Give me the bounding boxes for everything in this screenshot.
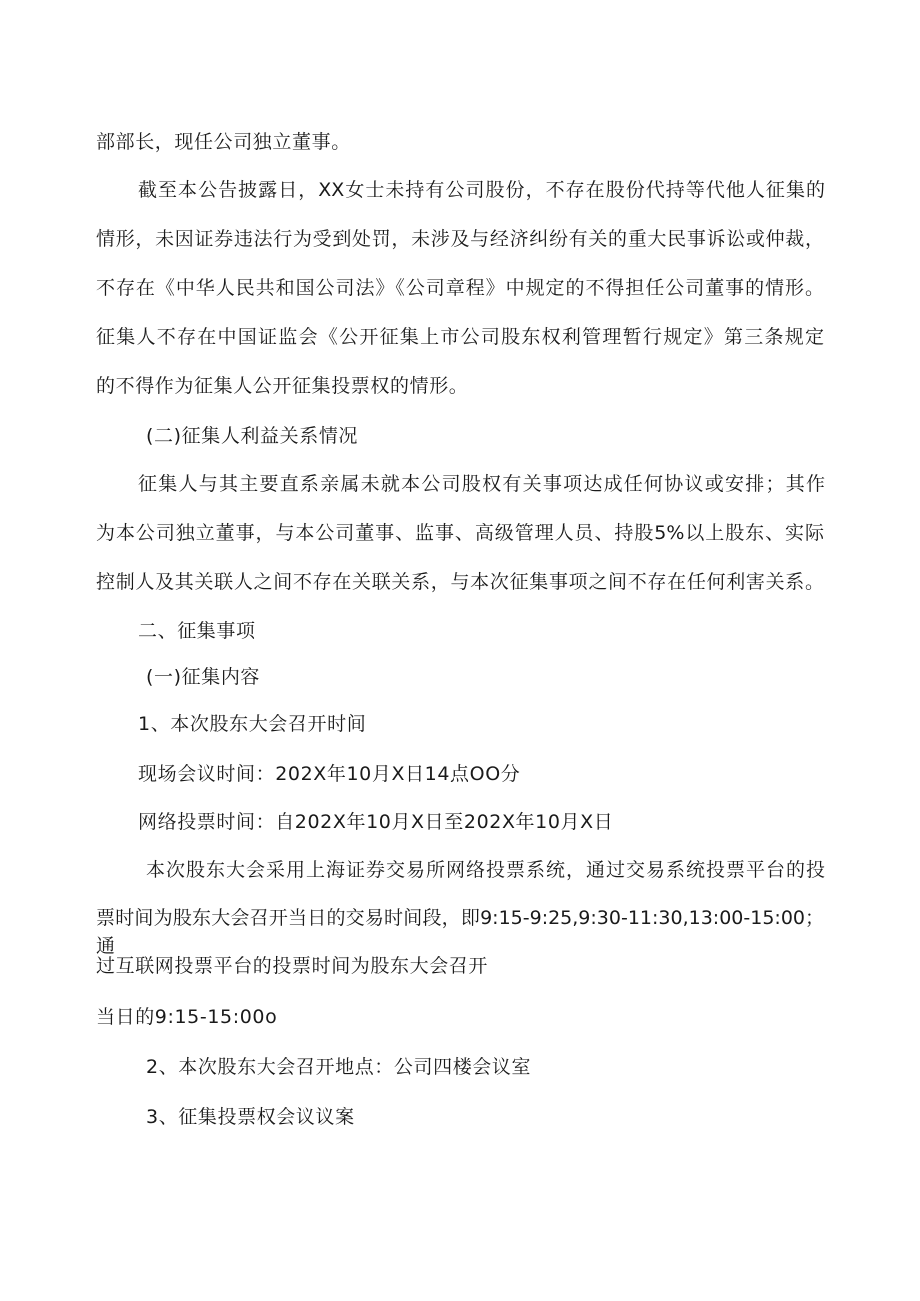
paragraph-line: 1、本次股东大会召开时间 xyxy=(138,713,367,735)
paragraph-line: 票时间为股东大会召开当日的交易时间段，即9:15-9:25,9:30-11:30,13:00-15:00；通 xyxy=(96,907,824,957)
paragraph-line: 征集人不存在中国证监会《公开征集上市公司股东权利管理暂行规定》第三条规定 xyxy=(96,326,824,348)
paragraph-line: 过互联网投票平台的投票时间为股东大会召开 xyxy=(96,955,489,977)
paragraph-line: 网络投票时间：自202X年10月X日至202X年10月X日 xyxy=(138,811,614,833)
paragraph-line: 为本公司独立董事，与本公司董事、监事、高级管理人员、持股5%以上股东、实际 xyxy=(96,522,824,544)
paragraph-line: 不存在《中华人民共和国公司法》《公司章程》中规定的不得担任公司董事的情形。 xyxy=(96,277,824,299)
section-heading: (一)征集内容 xyxy=(146,666,261,688)
paragraph-line: 部部长，现任公司独立董事。 xyxy=(96,131,351,153)
paragraph-line: 征集人与其主要直系亲属未就本公司股权有关事项达成任何协议或安排；其作 xyxy=(138,473,825,495)
section-heading: 二、征集事项 xyxy=(138,620,256,642)
paragraph-line: 现场会议时间：202X年10月X日14点OO分 xyxy=(138,763,521,785)
paragraph-line: 3、征集投票权会议议案 xyxy=(146,1106,355,1128)
paragraph-line: 控制人及其关联人之间不存在关联关系，与本次征集事项之间不存在任何利害关系。 xyxy=(96,571,824,593)
paragraph-line: 当日的9:15-15:00o xyxy=(96,1006,278,1028)
section-heading: (二)征集人利益关系情况 xyxy=(146,425,359,447)
paragraph-line: 截至本公告披露日，XX女士未持有公司股份，不存在股份代持等代他人征集的 xyxy=(138,179,825,201)
paragraph-line: 本次股东大会采用上海证券交易所网络投票系统，通过交易系统投票平台的投 xyxy=(146,859,825,881)
paragraph-line: 2、本次股东大会召开地点：公司四楼会议室 xyxy=(146,1056,532,1078)
paragraph-line: 的不得作为征集人公开征集投票权的情形。 xyxy=(96,375,469,397)
paragraph-line: 情形，未因证券违法行为受到处罚，未涉及与经济纠纷有关的重大民事诉讼或仲裁， xyxy=(96,228,824,250)
